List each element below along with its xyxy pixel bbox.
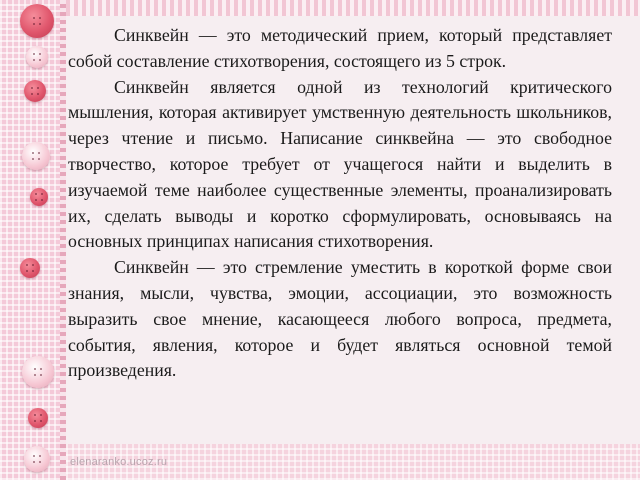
button-decoration-icon bbox=[28, 408, 48, 428]
button-decoration-icon bbox=[24, 80, 46, 102]
slide-text-block bbox=[68, 23, 612, 384]
button-decoration-icon bbox=[26, 46, 48, 68]
button-decoration-icon bbox=[22, 356, 54, 388]
source-watermark: elenaranko.ucoz.ru bbox=[70, 456, 168, 468]
strip-stitched-edge bbox=[60, 0, 66, 480]
button-decoration-icon bbox=[22, 142, 50, 170]
top-border-band bbox=[66, 0, 640, 16]
paragraph-technology: Синквейн является одной из технологий критического мышления, которая активирует умственную деятельность школьников, через чтение и письмо. Написание синквейна — это свободное творчество, которое требует от учащегося найти и выделить в изучаемой теме наиболее существенные элементы, проанализировать их, сделать выводы и коротко сформулировать, основываясь на основных принципах написания стихотворения. bbox=[68, 76, 612, 252]
button-decoration-icon bbox=[20, 258, 40, 278]
button-decoration-icon bbox=[30, 188, 48, 206]
button-decoration-icon bbox=[24, 446, 50, 472]
paragraph-aspiration: Синквейн — это стремление уместить в короткой форме свои знания, мысли, чувства, эмоции, ассоциации, это возможность выразить свое мнение, касающееся любого вопроса, предмета, события, явления, которое и будет являться основной темой произведения. bbox=[68, 257, 612, 381]
paragraph-definition: Синквейн — это методический прием, который представляет собой составление стихотворения, состоящего из 5 строк. bbox=[68, 25, 612, 71]
button-decoration-icon bbox=[20, 4, 54, 38]
